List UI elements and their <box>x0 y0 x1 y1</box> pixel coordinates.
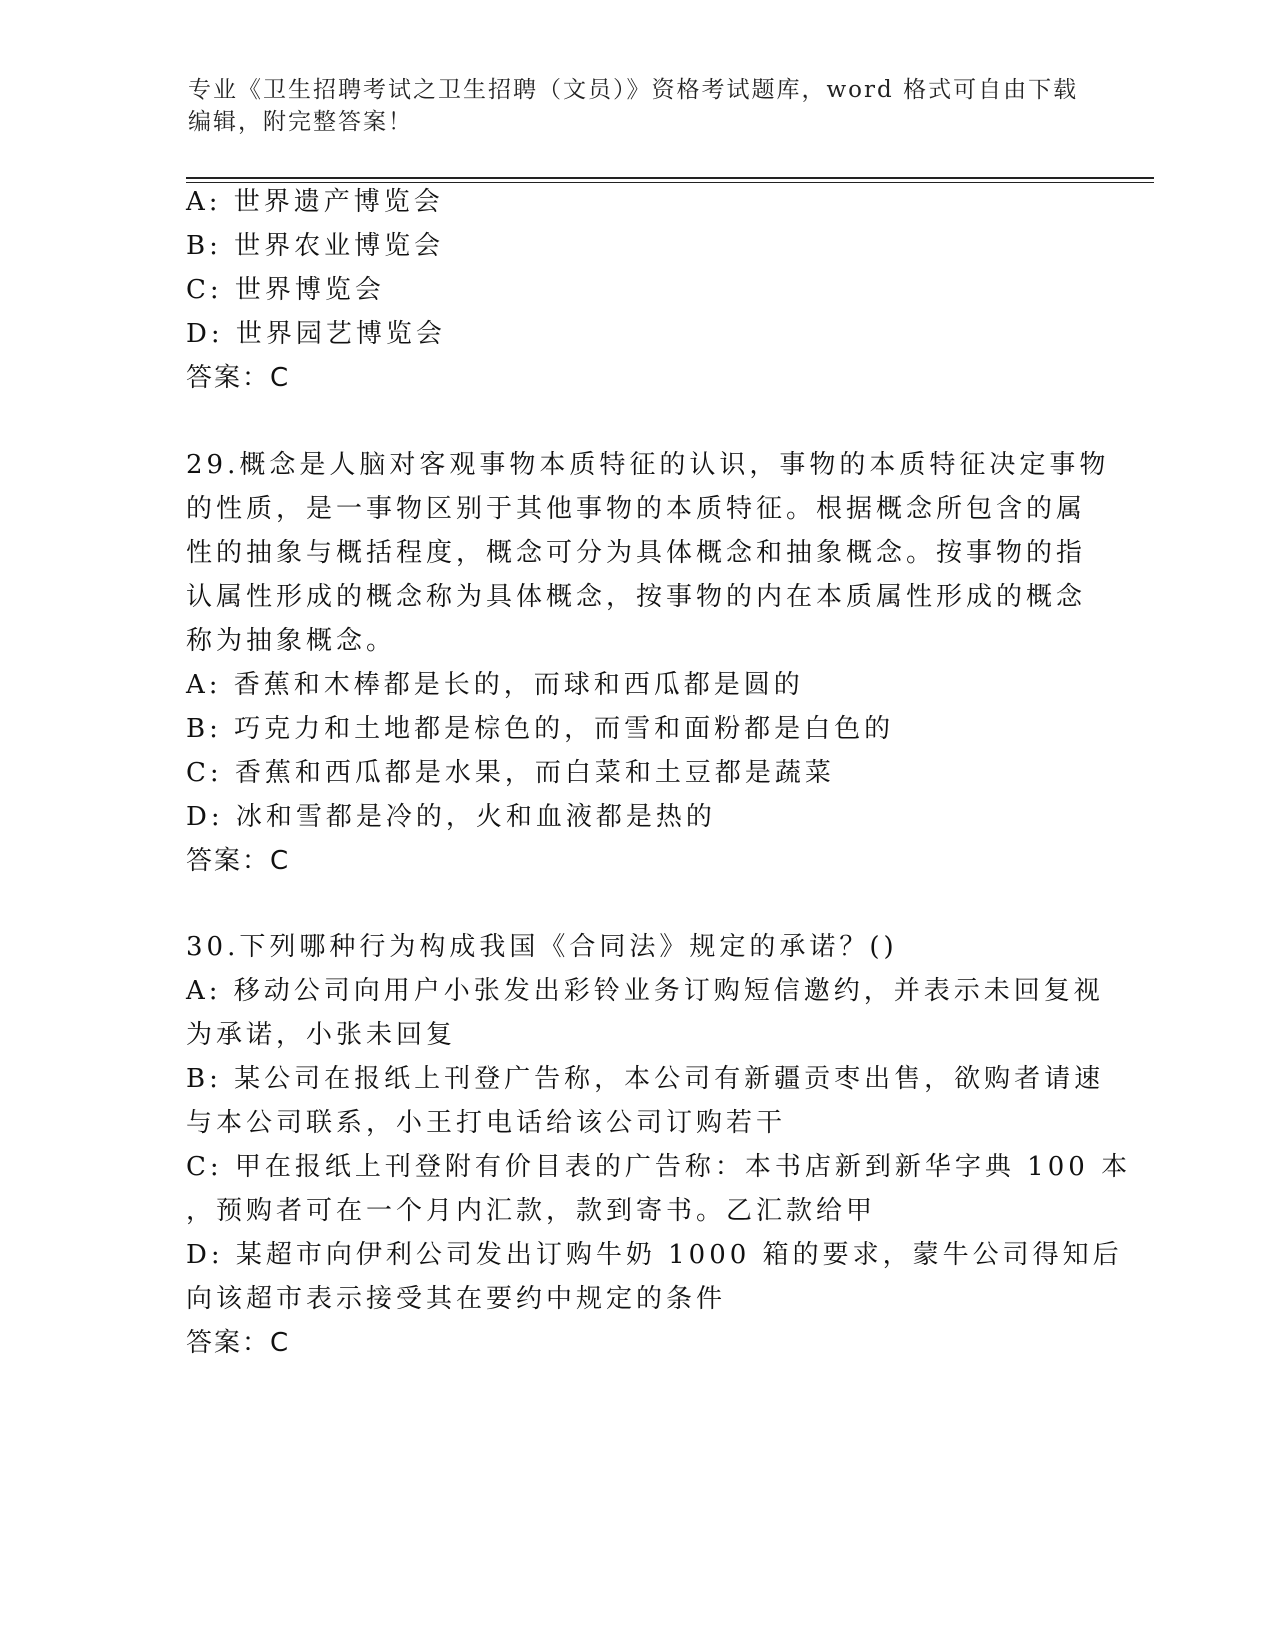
q30-option-d-cont: 向该超市表示接受其在要约中规定的条件 <box>186 1284 727 1314</box>
q30-option-b: B: 某公司在报纸上刊登广告称，本公司有新疆贡枣出售，欲购者请速 <box>186 1064 1105 1094</box>
q29-option-a: A: 香蕉和木棒都是长的，而球和西瓜都是圆的 <box>186 670 804 700</box>
header-line-2: 编辑，附完整答案！ <box>188 109 413 135</box>
q30-stem: 30.下列哪种行为构成我国《合同法》规定的承诺？() <box>186 932 898 962</box>
q30-answer: 答案：C <box>186 1328 291 1358</box>
q28-option-b: B: 世界农业博览会 <box>186 231 445 261</box>
q30-option-d: D: 某超市向伊利公司发出订购牛奶 1000 箱的要求，蒙牛公司得知后 <box>186 1240 1123 1270</box>
q28-option-d: D: 世界园艺博览会 <box>186 319 446 349</box>
q28-option-a: A: 世界遗产博览会 <box>186 187 444 217</box>
q29-option-b: B: 巧克力和土地都是棕色的，而雪和面粉都是白色的 <box>186 714 895 744</box>
q30-option-a: A: 移动公司向用户小张发出彩铃业务订购短信邀约，并表示未回复视 <box>186 976 1104 1006</box>
q29-option-c: C: 香蕉和西瓜都是水果，而白菜和土豆都是蔬菜 <box>186 758 835 788</box>
header-divider-thin <box>186 182 1154 183</box>
q30-option-a-cont: 为承诺，小张未回复 <box>186 1020 457 1050</box>
q28-option-c: C: 世界博览会 <box>186 275 385 305</box>
document-header <box>188 74 1088 138</box>
q29-stem-line: 性的抽象与概括程度，概念可分为具体概念和抽象概念。按事物的指 <box>186 538 1087 568</box>
q29-stem-line: 称为抽象概念。 <box>186 626 397 656</box>
q29-stem-line: 认属性形成的概念称为具体概念，按事物的内在本质属性形成的概念 <box>186 582 1087 612</box>
q30-option-c-cont: ，预购者可在一个月内汇款，款到寄书。乙汇款给甲 <box>186 1196 877 1226</box>
q29-stem-line: 29.概念是人脑对客观事物本质特征的认识，事物的本质特征决定事物 <box>186 450 1110 480</box>
q28-answer: 答案：C <box>186 363 291 393</box>
q30-option-b-cont: 与本公司联系，小王打电话给该公司订购若干 <box>186 1108 787 1138</box>
q29-answer: 答案：C <box>186 846 291 876</box>
q29-stem-line: 的性质，是一事物区别于其他事物的本质特征。根据概念所包含的属 <box>186 494 1087 524</box>
header-line-1: 专业《卫生招聘考试之卫生招聘（文员）》资格考试题库，word 格式可自由下载 <box>188 77 1079 103</box>
q29-option-d: D: 冰和雪都是冷的，火和血液都是热的 <box>186 802 716 832</box>
header-divider-thick <box>186 177 1154 179</box>
q30-option-c: C: 甲在报纸上刊登附有价目表的广告称：本书店新到新华字典 100 本 <box>186 1152 1132 1182</box>
